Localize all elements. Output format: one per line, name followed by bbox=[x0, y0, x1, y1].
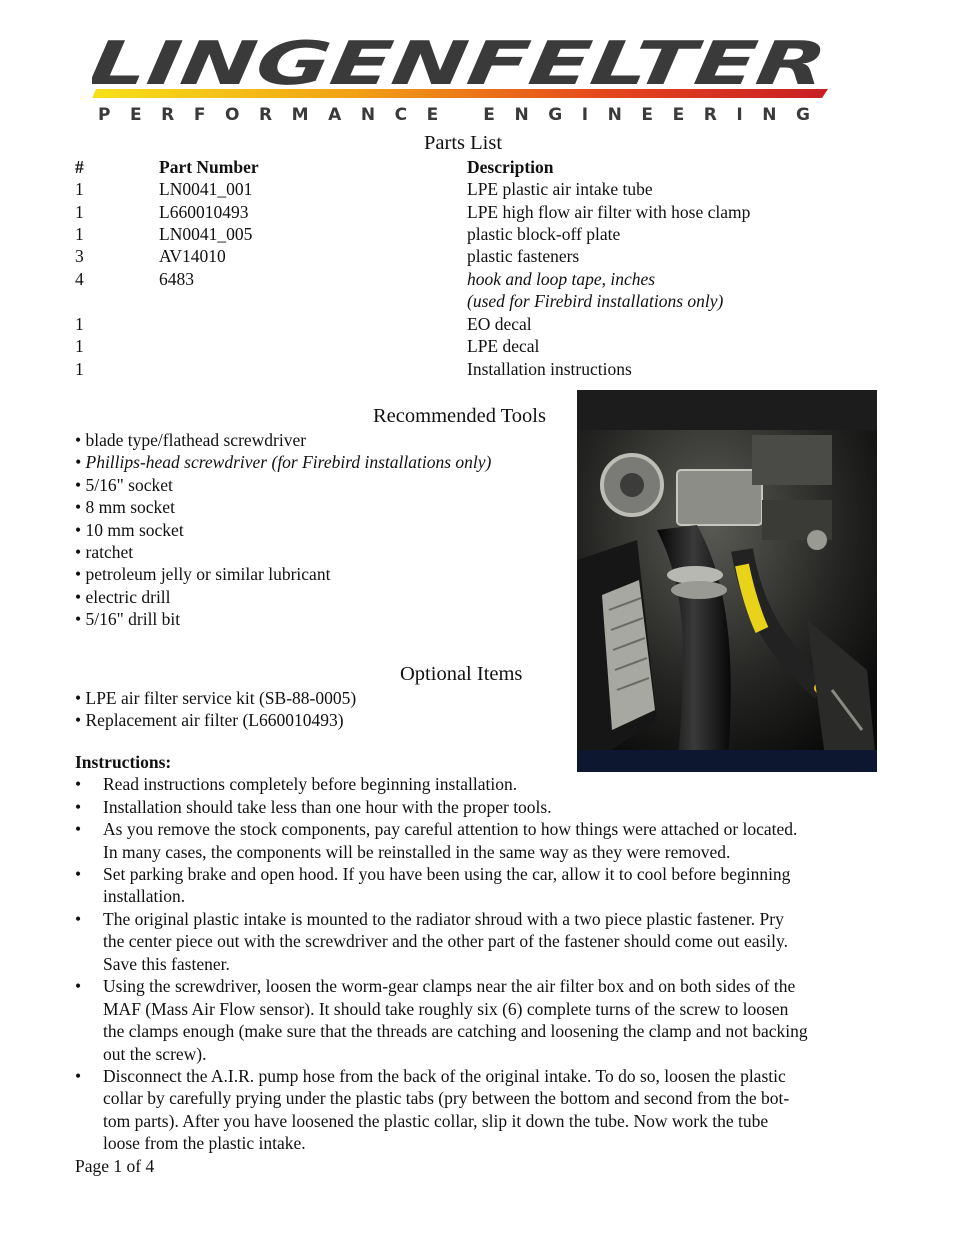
list-item: • Replacement air filter (L660010493) bbox=[75, 710, 344, 730]
bullet: • bbox=[75, 797, 82, 817]
parts-col-part-header: Part Number bbox=[159, 157, 259, 177]
instruction-line: Save this fastener. bbox=[103, 954, 230, 974]
page-number: Page 1 of 4 bbox=[75, 1156, 155, 1176]
row-description: plastic block-off plate bbox=[467, 224, 621, 244]
instruction-line: installation. bbox=[103, 886, 186, 906]
tools-title: Recommended Tools bbox=[373, 405, 546, 427]
instruction-line: the clamps enough (make sure that the threads are catching and loosening the clamp and not backing bbox=[103, 1021, 808, 1041]
row-qty: 3 bbox=[75, 246, 84, 266]
logo-tagline: PERFORMANCE ENGINEERING bbox=[98, 105, 811, 125]
instruction-line: Installation should take less than one hour with the proper tools. bbox=[103, 797, 552, 817]
row-part-number: LN0041_001 bbox=[159, 179, 253, 199]
instruction-line: loose from the plastic intake. bbox=[103, 1133, 306, 1153]
bullet: • bbox=[75, 1066, 82, 1086]
instructions-title: Instructions: bbox=[75, 752, 172, 772]
list-item: • LPE air filter service kit (SB-88-0005) bbox=[75, 688, 357, 708]
list-item: • 10 mm socket bbox=[75, 520, 184, 540]
bullet: • bbox=[75, 909, 82, 929]
logo-brand-text: LINGENFELTER bbox=[92, 36, 585, 99]
lingenfelter-logo bbox=[92, 36, 832, 126]
row-qty: 1 bbox=[75, 179, 84, 199]
row-part-number: 6483 bbox=[159, 269, 194, 289]
instruction-line: Set parking brake and open hood. If you have been using the car, allow it to cool before beginning bbox=[103, 864, 791, 884]
instruction-line: Using the screwdriver, loosen the worm-gear clamps near the air filter box and on both sides of the bbox=[103, 976, 796, 996]
row-qty: 4 bbox=[75, 269, 84, 289]
instruction-line: Read instructions completely before beginning installation. bbox=[103, 774, 518, 794]
instruction-line: MAF (Mass Air Flow sensor). It should take roughly six (6) complete turns of the screw to loosen bbox=[103, 999, 789, 1019]
instruction-line: As you remove the stock components, pay careful attention to how things were attached or located. bbox=[103, 819, 798, 839]
parts-list-title: Parts List bbox=[424, 132, 503, 154]
instruction-line: tom parts). After you have loosened the plastic collar, slip it down the tube. Now work the tube bbox=[103, 1111, 769, 1131]
row-qty: 1 bbox=[75, 336, 84, 356]
parts-col-desc-header: Description bbox=[467, 157, 554, 177]
row-part-number: LN0041_005 bbox=[159, 224, 253, 244]
instruction-line: The original plastic intake is mounted to the radiator shroud with a two piece plastic fastener. Pry bbox=[103, 909, 784, 929]
bullet: • bbox=[75, 864, 82, 884]
optional-title: Optional Items bbox=[400, 663, 523, 685]
row-description: plastic fasteners bbox=[467, 246, 580, 266]
row-qty: 1 bbox=[75, 359, 84, 379]
instruction-line: In many cases, the components will be reinstalled in the same way as they were removed. bbox=[103, 842, 731, 862]
row-qty: 1 bbox=[75, 314, 84, 334]
row-qty: 1 bbox=[75, 202, 84, 222]
row-qty: 1 bbox=[75, 224, 84, 244]
row-description: Installation instructions bbox=[467, 359, 632, 379]
row-description: LPE plastic air intake tube bbox=[467, 179, 653, 199]
bullet: • bbox=[75, 774, 82, 794]
instruction-line: collar by carefully prying under the plastic tabs (pry between the bottom and second from the bot- bbox=[103, 1088, 790, 1108]
row-description: EO decal bbox=[467, 314, 532, 334]
list-item: • blade type/flathead screwdriver bbox=[75, 430, 307, 450]
row-description: hook and loop tape, inches bbox=[467, 269, 656, 289]
list-item: • 8 mm socket bbox=[75, 497, 175, 517]
list-item: • 5/16" socket bbox=[75, 475, 173, 495]
row-description-note: (used for Firebird installations only) bbox=[467, 291, 724, 311]
bullet: • bbox=[75, 819, 82, 839]
list-item: • ratchet bbox=[75, 542, 134, 562]
list-item: • electric drill bbox=[75, 587, 171, 607]
row-part-number: AV14010 bbox=[159, 246, 226, 266]
parts-col-qty-header: # bbox=[75, 157, 84, 177]
bullet: • bbox=[75, 976, 82, 996]
instruction-line: out the screw). bbox=[103, 1044, 207, 1064]
engine-bay-photo bbox=[577, 390, 877, 772]
instruction-line: the center piece out with the screwdriver and the other part of the fastener should come out easily. bbox=[103, 931, 788, 951]
list-item: • Phillips-head screwdriver (for Firebird installations only) bbox=[75, 452, 492, 472]
list-item: • petroleum jelly or similar lubricant bbox=[75, 564, 331, 584]
logo-color-stripe bbox=[92, 89, 828, 98]
list-item: • 5/16" drill bit bbox=[75, 609, 181, 629]
row-description: LPE high flow air filter with hose clamp bbox=[467, 202, 751, 222]
instruction-line: Disconnect the A.I.R. pump hose from the back of the original intake. To do so, loosen the plastic bbox=[103, 1066, 786, 1086]
row-description: LPE decal bbox=[467, 336, 540, 356]
row-part-number: L660010493 bbox=[159, 202, 249, 222]
